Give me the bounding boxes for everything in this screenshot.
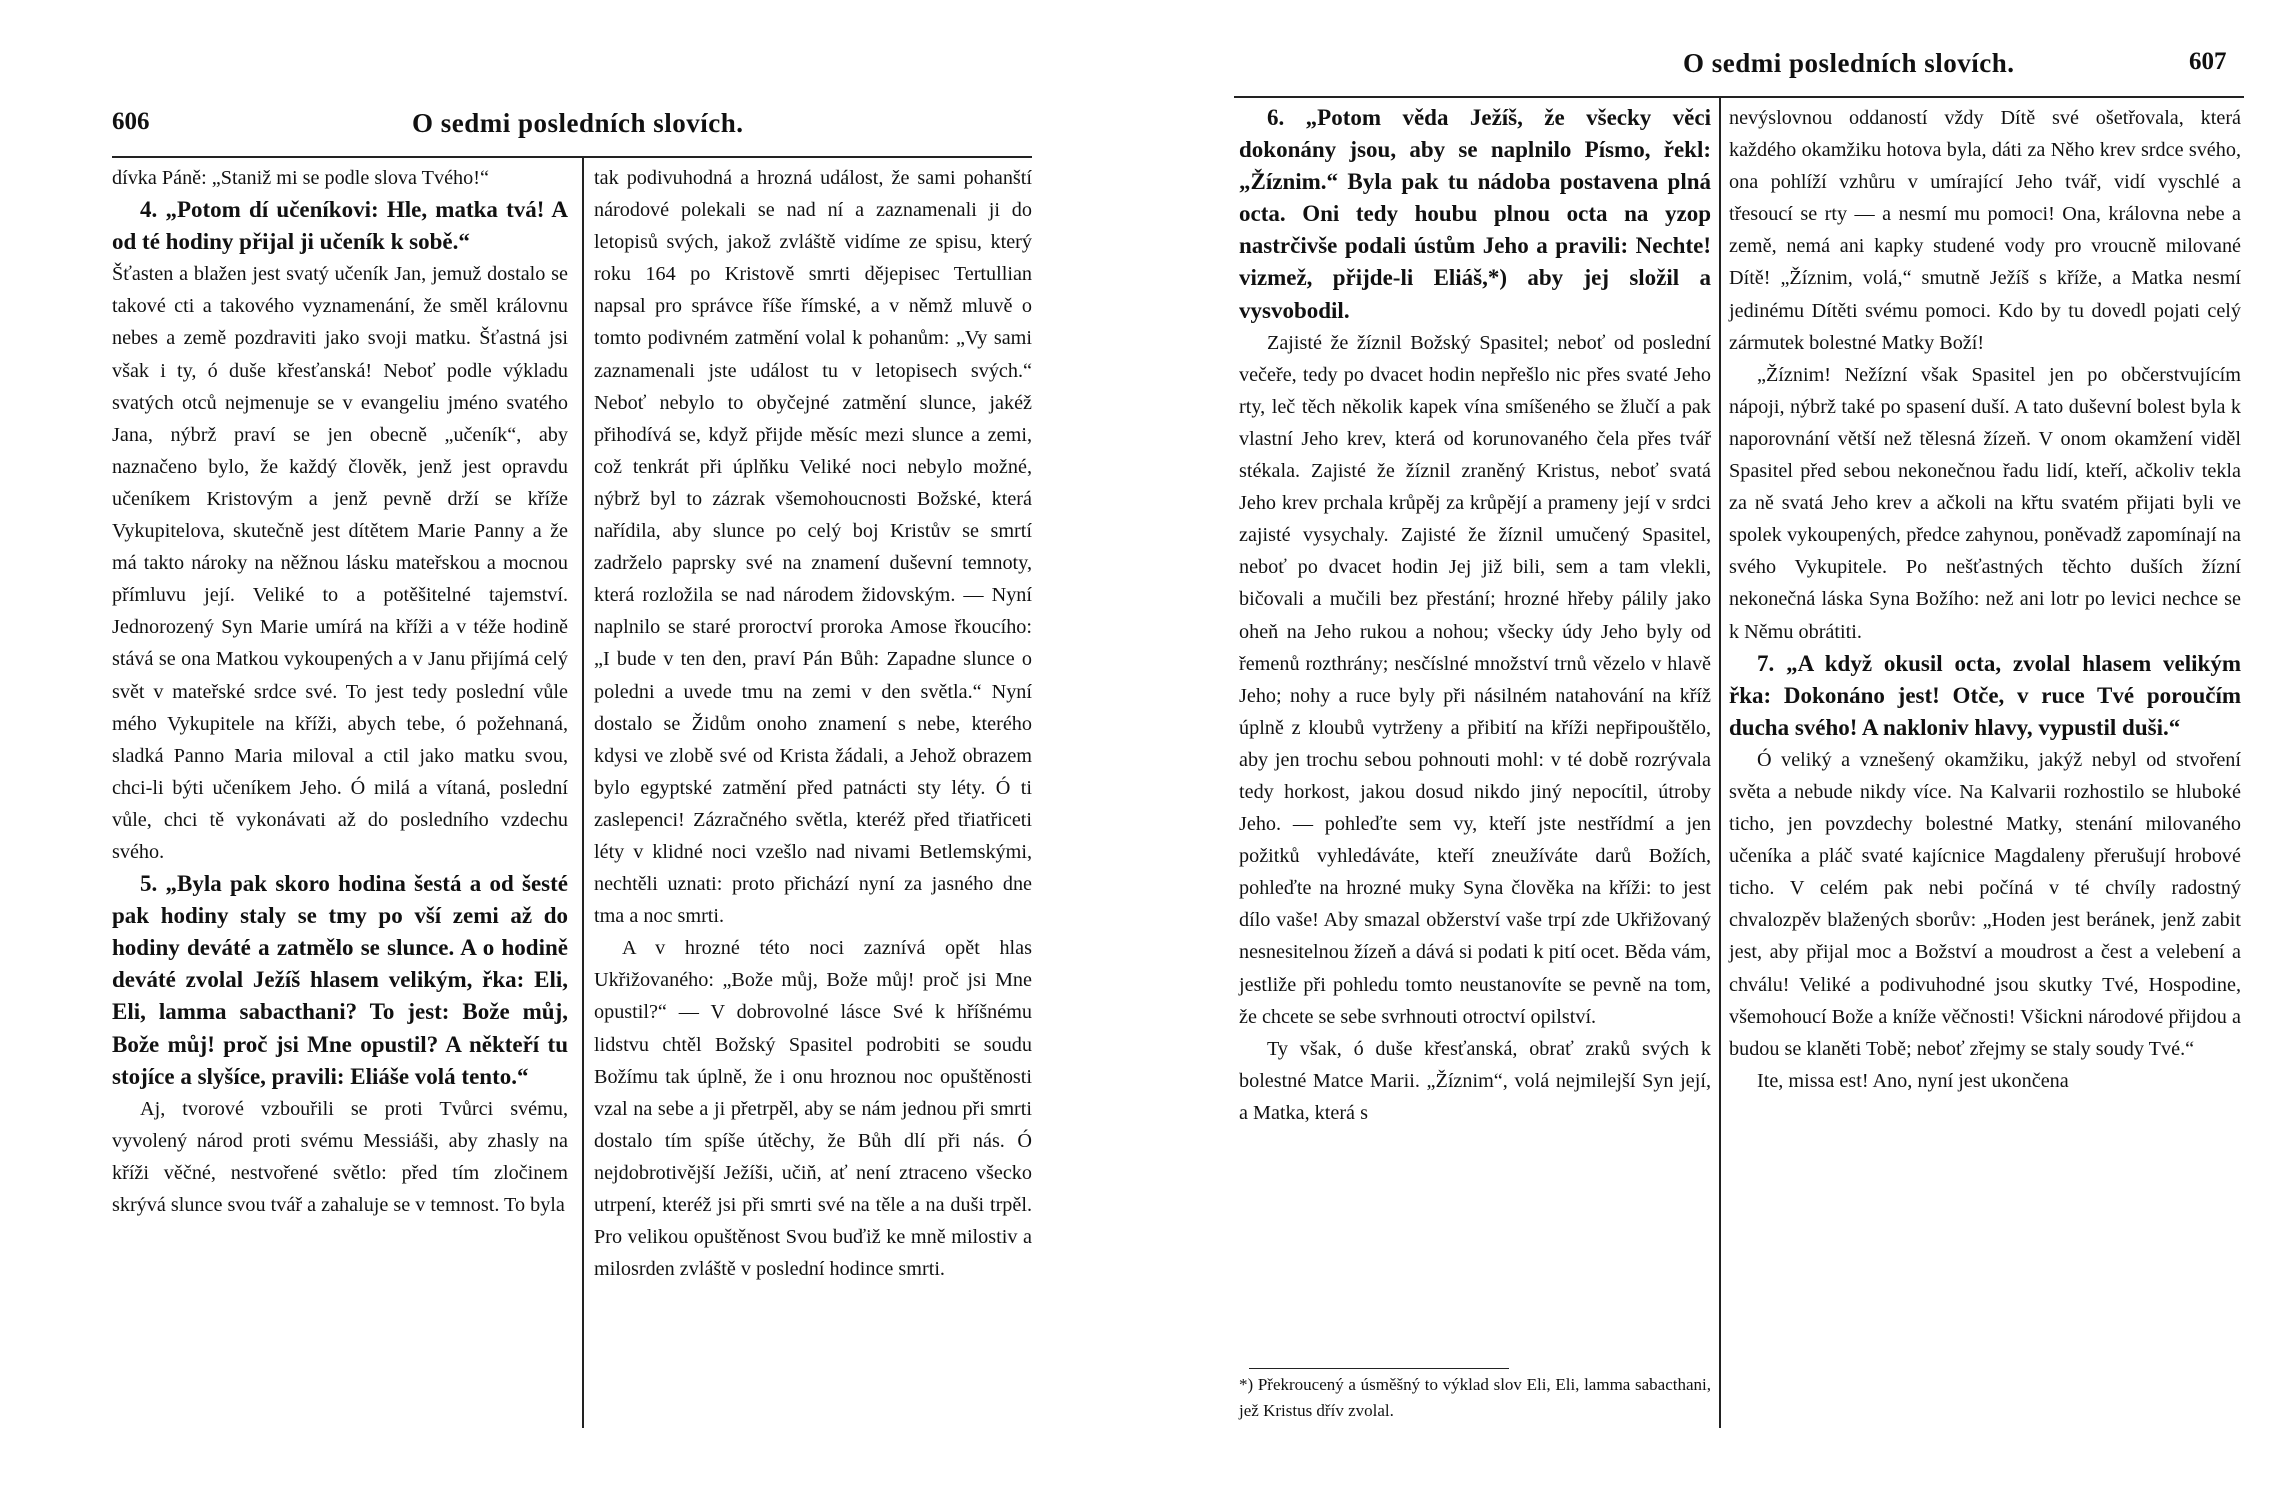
right-page-column-1: [1239, 102, 1711, 1129]
running-title: O sedmi posledních slovích.: [1683, 48, 2015, 78]
paragraph: dívka Páně: „Staniž mi se podle slova Tvého!“: [112, 167, 489, 189]
paragraph: Zajisté že žíznil Božský Spasitel; neboť od poslední večeře, tedy po dvacet hodin nepřešlo nic přes svaté Jeho rty, leč těch několik kapek vína smíšeného se žlučí a pak vlastní Jeho krev, která od korunovaného čela přes tvář stékala. Zajisté že žíznil zraněný Kristus, neboť svatá Jeho krev prchala krůpěj za krůpějí a prameny její v srdci zajisté vysychaly. Zajisté že žíznil umučený Spasitel, neboť po dvacet hodin Jej již bili, sem a tam vlekli, bičovali a mučili bez přestání; hrozné hřeby pálily jako oheň na Jeho rukou a nohou; všecky údy Jeho byly od řemenů rozthrány; nesčíslné množství trnů vězelo v hlavě Jeho; nohy a ruce byly při násilném natahování na kříž úplně z kloubů vytrženy a přibití na kříži nepřipouštělo, aby jen trochu sebou pohnouti mohl: v té době rozrývala tedy horkost, jakou dosud nikdo jiný nepocítil, útroby Jeho. — pohleďte sem vy, kteří jste nestřídmí a jen požitků vyhledáváte, kteří zneužíváte darů Božích, pohleďte na hrozné muky Syna člověka na kříži: to jest dílo vaše! Aby smazal obžerství vaše trpí zde Ukřižovaný nesnesitelnou žízeň a dává si podati k pití ocet. Běda vám, jestliže při pohledu tomto neustanovíte se pevně na tom, že chcete se sebe svrhnouti otroctví opilství.: [1239, 331, 1711, 1028]
paragraph: tak podivuhodná a hrozná událost, že sami pohanští národové polekali se nad ní a zaznamenali ji do letopisů svých, jakož zvláště vidíme ze spisu, který roku 164 po Kristově smrti dějepisec Tertullian napsal pro správce říše římské, a v němž mluvě o tomto podivném zatmění volal k pohanům: „Vy sami zaznamenali jste událost tu v letopisech svých.“ Neboť nebylo to obyčejné zatmění slunce, jakéž přihodívá se, když přijde měsíc mezi slunce a zemi, což tenkrát při úplňku Veliké noci nebylo možné, nýbrž byl to zázrak všemohoucnosti Božské, která nařídila, aby slunce po celý boj Kristův se smrtí zadrželo paprsky své na znamení duševní temnoty, která rozložila se nad národem židovským. — Nyní naplnilo se staré proroctví proroka Amose řkoucího: „I bude v ten den, praví Pán Bůh: Zapadne slunce o poledni a uvede tmu na zemi v den světla.“ Nyní dostalo se Židům onoho znamení s nebe, kterého kdysi ve zlobě své od Krista žádali, a Jehož obrazem bylo egyptské zatmění před patnácti sty léty. Ó ti zaslepenci! Zázračného světla, kteréž před třiatřiceti léty v klidné noci vzešlo nad nivami Betlemskými, nechtěli uznati: proto přichází nyní za jasného dne tma a noc smrti.: [594, 167, 1032, 928]
paragraph: Aj, tvorové vzbouřili se proti Tvůrci svému, vyvolený národ proti svému Messiáši, aby zhasly na kříži věčné, nestvořené světlo: před tím zločinem skrývá slunce svou tvář a zahaluje se v temnost. To byla: [112, 1097, 568, 1216]
left-page-header: [112, 108, 1032, 148]
paragraph: Ite, missa est! Ano, nyní jest ukončena: [1757, 1069, 2069, 1092]
right-page-column-2: [1729, 102, 2241, 1097]
header-rule: [112, 156, 1032, 158]
left-page-column-1: [112, 162, 568, 1221]
left-page-column-2: [594, 162, 1032, 1285]
right-page-header: [1241, 48, 2241, 88]
paragraph: A v hrozné této noci zaznívá opět hlas Ukřižovaného: „Bože můj, Bože můj! proč jsi Mne opustil?“ — V dobrovolné lásce Své k hříšnému lidstvu chtěl Božský Spasitel podrobiti se soudu Božímu tak úplně, že i onu hroznou noc opuštěnosti vzal na sebe a ji přetrpěl, aby se nám jednou při smrti dostalo tím spíše útěchy, že Bůh dlí při nás. Ó nejdobrotivější Ježíši, učiň, ať není ztraceno všecko utrpení, kteréž jsi při smrti své na těle a na duši trpěl. Pro velikou opuštěnost Svou buďiž ke mně milostiv a milosrden zvláště v poslední hodince smrti.: [594, 937, 1032, 1281]
paragraph: Ó veliký a vznešený okamžiku, jakýž nebyl od stvoření světa a nebude nikdy více. Na Kalvarii rozhostilo se hluboké ticho, jen povzdechy bolestné Matky, stenání milovaného učeníka a pláč svaté kajícnice Magdaleny přerušují hrobové ticho. V celém pak nebi počíná v té chvíly radostný chvalozpěv blažených sborův: „Hoden jest beránek, jenž zabit jest, aby přijal moc a Božství a moudrost a čest a velebení a chválu! Veliké a podivuhodné jsou skutky Tvé, Hospodine, všemohoucí Bože a kníže věčnosti! Všickni národové přijdou a budou se klaněti Tobě; neboť zřejmy se staly soudy Tvé.“: [1729, 748, 2241, 1060]
footnote-rule: [1249, 1368, 1509, 1369]
paragraph: Šťasten a blažen jest svatý učeník Jan, jemuž dostalo se takové cti a takového vyznamenání, že směl královnu nebes a země pozdraviti jako svoji matku. Šťastná jsi však i ty, ó duše křesťanská! Neboť podle výkladu svatých otců nejmenuje se v evangeliu jméno svatého Jana, nýbrž praví se jen obecně „učeník“, aby naznačeno bylo, že každý člověk, jenž jest opravdu učeníkem Kristovým a jenž pevně drží se kříže Vykupitelova, skutečně jest dítětem Marie Panny a že má takto nároky na něžnou lásku mateřskou a mocnou přímluvu její. Veliké to a potěšitelné tajemství. Jednorozený Syn Marie umírá na kříži a v téže hodině stává se ona Matkou vykoupených a v Janu přijímá celý svět v mateřské srdce své. To jest tedy poslední vůle mého Vykupitele na kříži, abych tebe, ó požehnaná, sladká Panno Maria miloval a ctil jako matku svou, chci-li býti učeníkem Jeho. Ó milá a vítaná, poslední vůle, chci tě vykonávati až do posledního vzdechu svého.: [112, 263, 568, 863]
footnote: *) Překroucený a úsměšný to výklad slov Eli, Eli, lamma sabacthani, jež Kristus dřív zvolal.: [1239, 1375, 1711, 1420]
column-divider: [582, 158, 584, 1428]
right-page: [1139, 0, 2278, 1500]
header-rule: [1234, 96, 2244, 98]
verse-heading: 7. „A když okusil octa, zvolal hlasem velikým řka: Dokonáno jest! Otče, v ruce Tvé poroučím ducha svého! A nakloniv hlavy, vypustil duši.“: [1729, 650, 2241, 740]
paragraph: „Žíznim! Nežízní však Spasitel jen po občerstvujícím nápoji, nýbrž také po spasení duší. A tato duševní bolest byla k naporovnání větší než tělesná žízeň. V onom okamžení viděl Spasitel před sebou nekonečnou řadu lidí, kteří, ačkoliv tekla za ně svatá Jeho krev a ačkoli na křtu svatém přijati byli ve spolek vykoupených, předce zahynou, poněvadž zapomínají na svého Vykupitele. Po nešťastných těchto duších žízní nekonečná láska Syna Božího: než ani lotr po levici nechce se k Němu obrátiti.: [1729, 363, 2241, 643]
column-divider: [1719, 98, 1721, 1428]
paragraph: Ty však, ó duše křesťanská, obrať zraků svých k bolestné Matce Marii. „Žíznim“, volá nejmilejší Syn její, a Matka, která s: [1239, 1037, 1711, 1124]
verse-heading: 4. „Potom dí učeníkovi: Hle, matka tvá! A od té hodiny přijal ji učeník k sobě.“: [112, 197, 568, 255]
page-number: 606: [112, 108, 150, 135]
page-number: 607: [2189, 48, 2227, 75]
verse-heading: 5. „Byla pak skoro hodina šestá a od šesté pak hodiny staly se tmy po vší zemi až do hodiny deváté a zatmělo se slunce. A o hodině deváté zvolal Ježíš hlasem velikým, řka: Eli, Eli, lamma sabacthani? To jest: Bože můj, Bože můj! proč jsi Mne opustil? A někteří tu stojíce a slyšíce, pravili: Eliáše volá tento.“: [112, 871, 568, 1089]
verse-heading: 6. „Potom věda Ježíš, že všecky věci dokonány jsou, aby se naplnilo Písmo, řekl: „Žíznim.“ Byla pak tu nádoba postavena plná octa. Oni tedy houbu plnou octa na yzop nastrčivše podali ústům Jeho a pravili: Nechte! vizmež, přijde-li Eliáš,*) aby jej složil a vysvobodil.: [1239, 105, 1711, 323]
paragraph: nevýslovnou oddaností vždy Dítě své ošetřovala, která každého okamžiku hotova byla, dáti za Něho krev srdce svého, ona pohlíží vzhůru v umírající Jeho tvář, vidí vyschlé a třesoucí se rty — a nesmí mu pomoci! Ona, královna nebe a země, nemá ani kapky studené vody pro vroucně milované Dítě! „Žíznim, volá,“ smutně Ježíš s kříže, a Matka nesmí jedinému Dítěti svému pomoci. Kdo by tu dovedl pojati celý zármutek bolestné Matky Boží!: [1729, 107, 2241, 354]
running-title: O sedmi posledních slovích.: [412, 108, 744, 138]
